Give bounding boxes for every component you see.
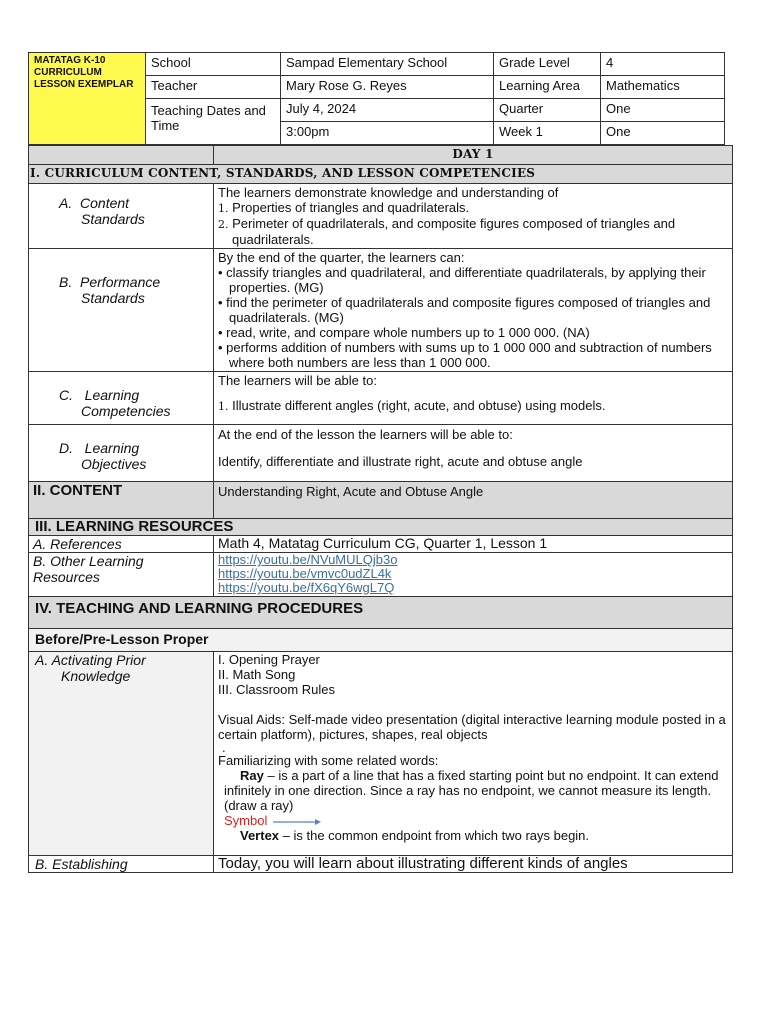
content-standard-item: 1. Properties of triangles and quadrilaterals.	[218, 200, 470, 215]
performance-item: • performs addition of numbers with sums up to 1 000 000 and subtraction of numbers where both numbers are less than 1 000 000.	[218, 340, 712, 370]
section4-subtitle: Before/Pre-Lesson Proper	[29, 629, 733, 652]
establishing-label: B. Establishing	[29, 856, 214, 873]
section1-title: I. CURRICULUM CONTENT, STANDARDS, AND LESSON COMPETENCIES	[29, 165, 733, 184]
performance-intro: By the end of the quarter, the learners can:	[218, 250, 465, 265]
school-label: School	[146, 53, 281, 76]
opening-line: I. Opening Prayer	[218, 652, 320, 667]
opening-line: III. Classroom Rules	[218, 682, 336, 697]
quarter-value: One	[601, 99, 725, 122]
visual-aids: Visual Aids: Self-made video presentation (digital interactive learning module posted in a certain platform), pictures, shapes, real objects	[218, 712, 726, 742]
objectives-label: D. Learning Objectives	[29, 425, 214, 482]
grade-label: Grade Level	[494, 53, 601, 76]
objectives-intro: At the end of the lesson the learners will be able to:	[218, 427, 513, 442]
dates-label: Teaching Dates and Time	[146, 99, 281, 145]
date-value: July 4, 2024	[281, 99, 494, 122]
other-resources-label: B. Other Learning Resources	[29, 553, 214, 597]
week-value: One	[601, 122, 725, 145]
competency-item: 1. Illustrate different angles (right, acute, and obtuse) using models.	[218, 398, 606, 413]
section4-title: IV. TEACHING AND LEARNING PROCEDURES	[29, 597, 733, 629]
teacher-value: Mary Rose G. Reyes	[281, 76, 494, 99]
familiarizing-line: Familiarizing with some related words:	[218, 753, 439, 768]
vertex-definition: Vertex – is the common endpoint from which two rays begin.	[240, 828, 590, 843]
school-value: Sampad Elementary School	[281, 53, 494, 76]
other-resources-links	[214, 553, 733, 597]
week-label: Week 1	[494, 122, 601, 145]
stray-dot: .	[222, 740, 226, 755]
lesson-table	[28, 145, 733, 873]
references-value: Math 4, Matatag Curriculum CG, Quarter 1, Lesson 1	[214, 536, 733, 553]
area-label: Learning Area	[494, 76, 601, 99]
objective-item: Identify, differentiate and illustrate right, acute and obtuse angle	[218, 454, 583, 469]
references-label: A. References	[29, 536, 214, 553]
section3-title: III. LEARNING RESOURCES	[29, 519, 733, 536]
grade-value: 4	[601, 53, 725, 76]
day-spacer	[29, 146, 214, 165]
performance-standards-label: B. Performance Standards	[29, 249, 214, 372]
time-value: 3:00pm	[281, 122, 494, 145]
symbol-label: Symbol	[224, 813, 268, 828]
competencies-body	[214, 372, 733, 425]
content-standards-label: A. Content Standards	[29, 184, 214, 249]
teacher-label: Teacher	[146, 76, 281, 99]
symbol-line	[218, 813, 728, 828]
content-standards-body	[214, 184, 733, 249]
header-table	[28, 52, 725, 145]
content-standard-item: 2. Perimeter of quadrilaterals, and composite figures composed of triangles and quadrilaterals.	[218, 216, 676, 247]
ray-definition: Ray – is a part of a line that has a fixed starting point but no endpoint. It can extend infinitely in one direction. Since a ray has no endpoint, we cannot measure its length. (draw a ray)	[224, 768, 719, 813]
ray-arrow-icon	[271, 817, 323, 827]
activating-body	[214, 652, 733, 856]
quarter-label: Quarter	[494, 99, 601, 122]
day-label: DAY 1	[214, 146, 733, 165]
performance-standards-body	[214, 249, 733, 372]
performance-item: • read, write, and compare whole numbers up to 1 000 000. (NA)	[218, 325, 590, 340]
performance-item: • find the perimeter of quadrilaterals and composite figures composed of triangles and quadrilaterals. (MG)	[218, 295, 711, 325]
objectives-body	[214, 425, 733, 482]
area-value: Mathematics	[601, 76, 725, 99]
section2-value: Understanding Right, Acute and Obtuse Angle	[214, 482, 733, 519]
resource-link[interactable]: https://youtu.be/vmvc0udZL4k	[218, 566, 392, 581]
performance-item: • classify triangles and quadrilateral, and differentiate quadrilaterals, by applying their properties. (MG)	[218, 265, 706, 295]
resource-link[interactable]: https://youtu.be/fX6qY6wgL7Q	[218, 580, 395, 595]
competencies-intro: The learners will be able to:	[218, 373, 377, 388]
resource-link[interactable]: https://youtu.be/NVuMULQjb3o	[218, 552, 398, 567]
opening-line: II. Math Song	[218, 667, 296, 682]
content-standards-intro: The learners demonstrate knowledge and understanding of	[218, 185, 559, 200]
competencies-label: C. Learning Competencies	[29, 372, 214, 425]
establishing-body: Today, you will learn about illustrating different kinds of angles	[214, 856, 733, 873]
activating-label: A. Activating Prior Knowledge	[29, 652, 214, 856]
exemplar-label: MATATAG K-10 CURRICULUM LESSON EXEMPLAR	[29, 53, 146, 145]
section2-title: II. CONTENT	[29, 482, 214, 519]
